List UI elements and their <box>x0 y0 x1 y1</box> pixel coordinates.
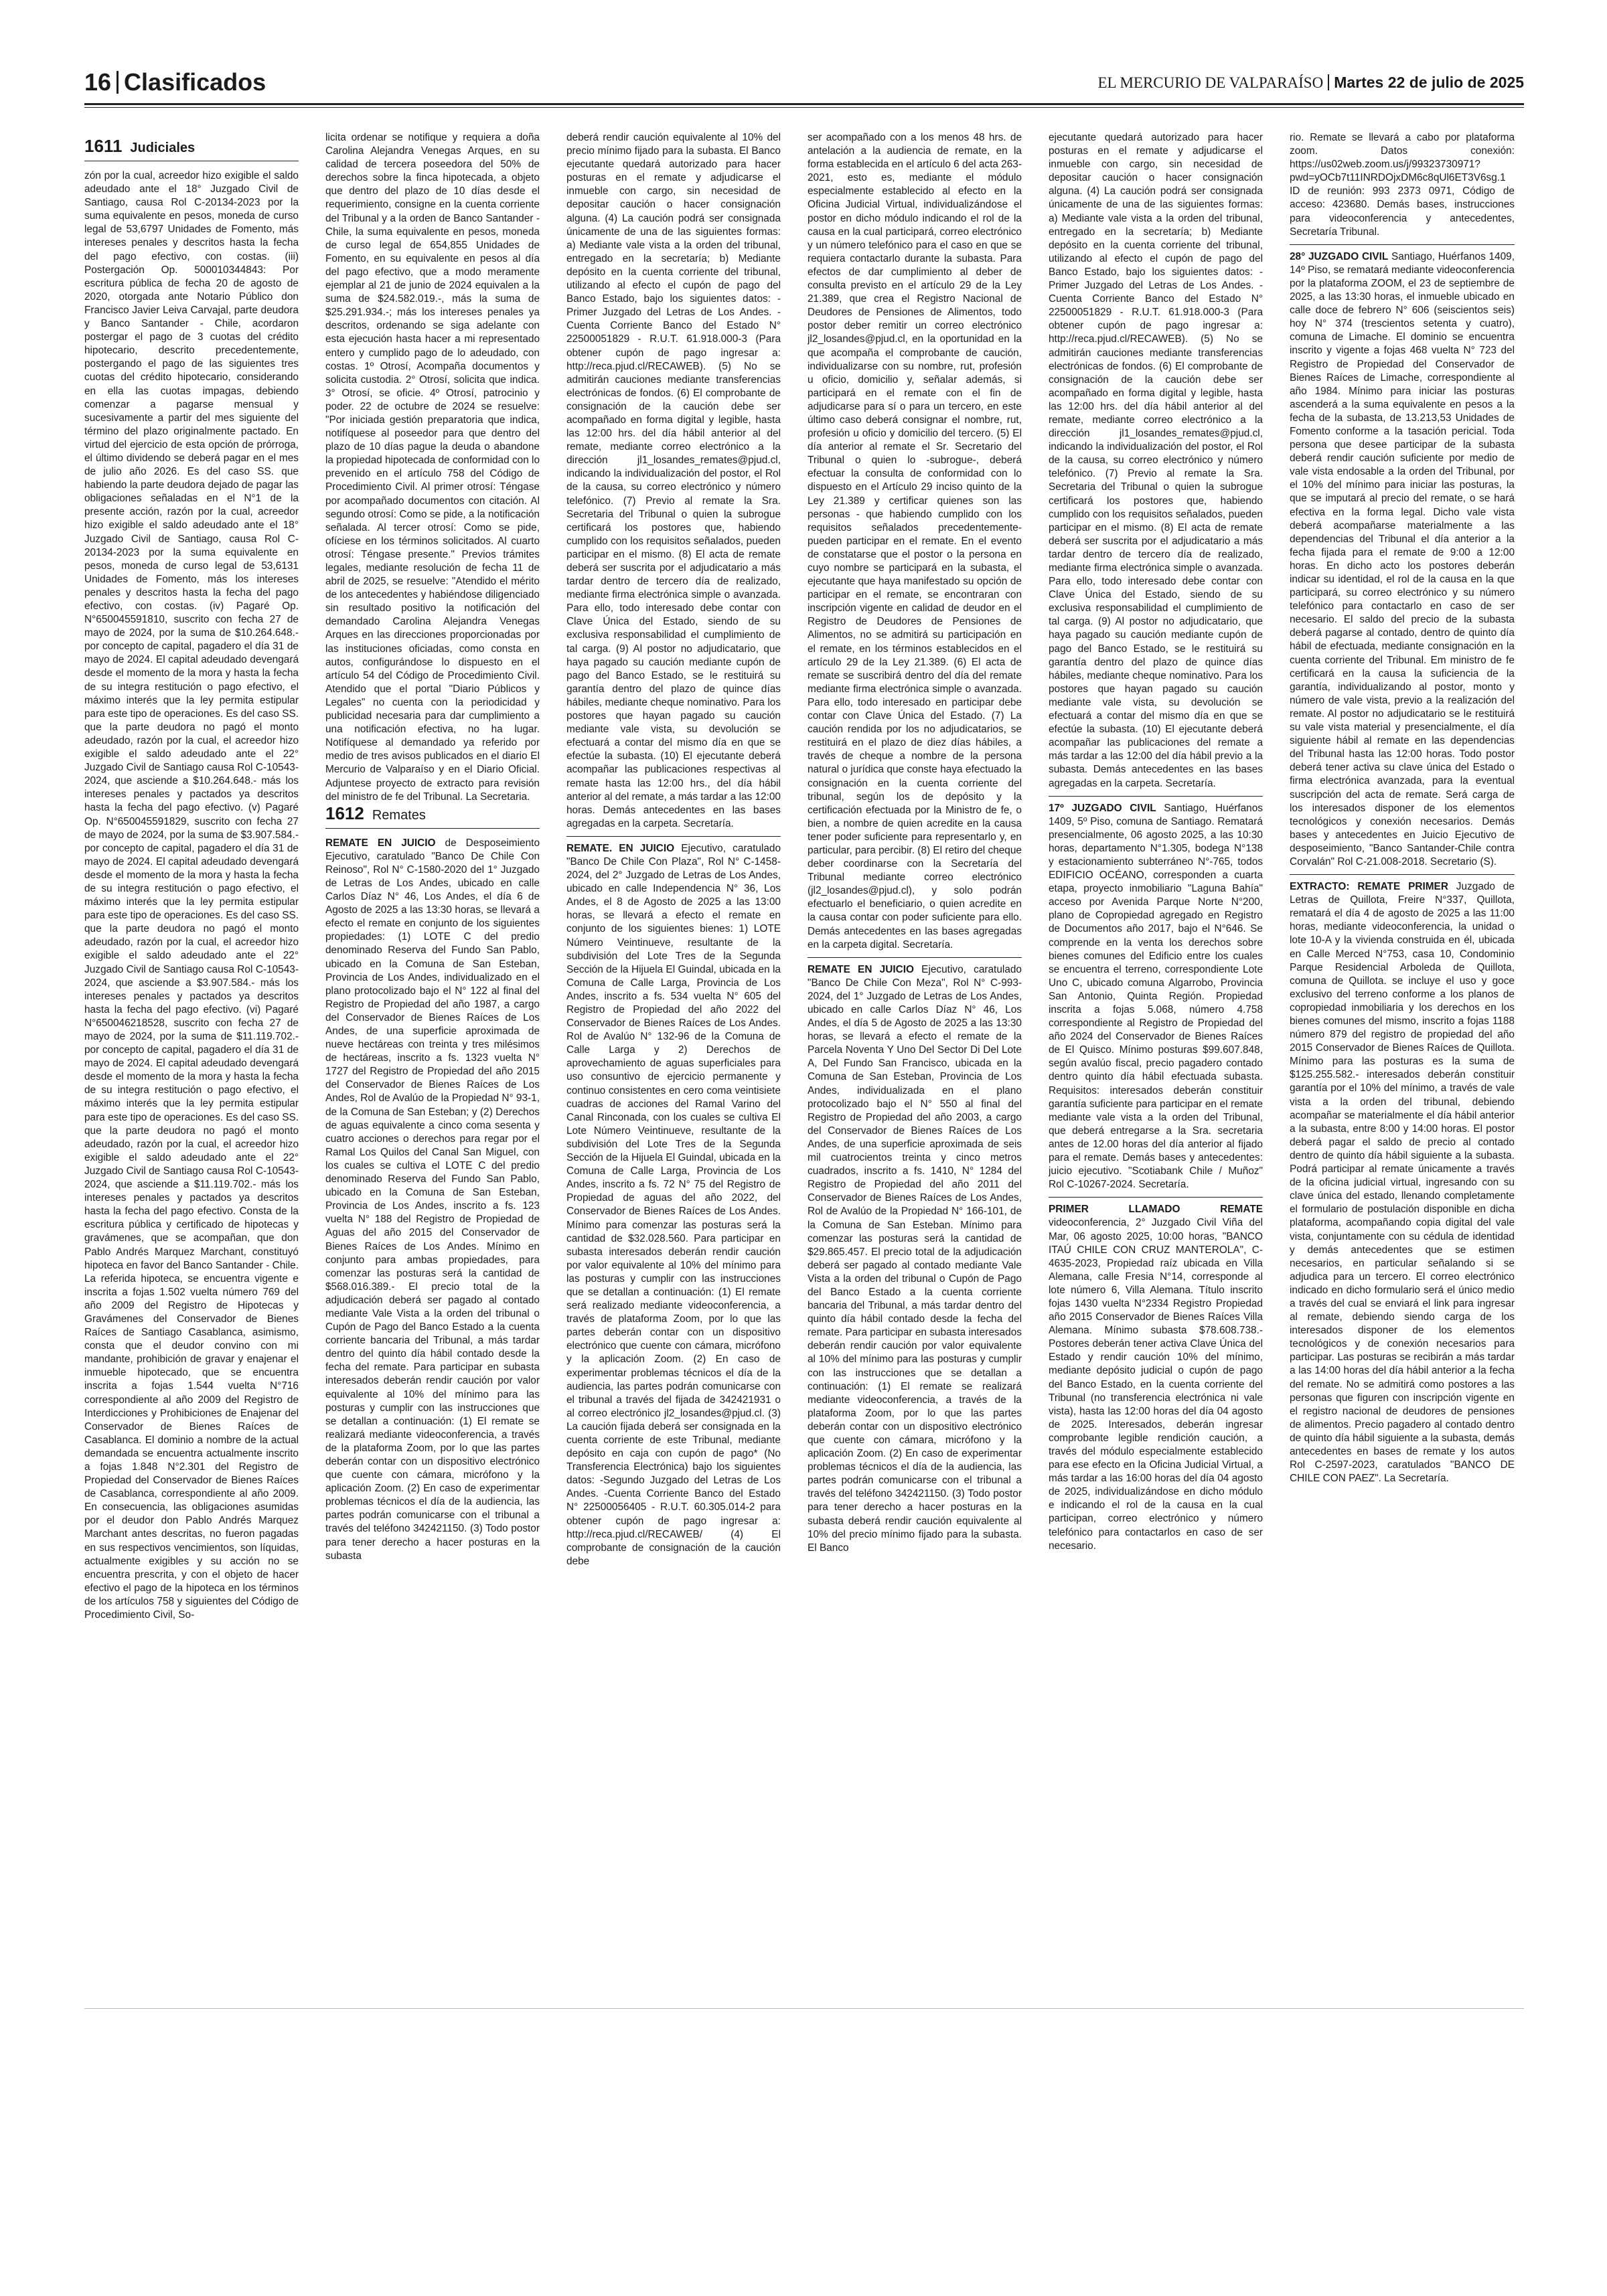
section-header-1612 <box>325 803 540 829</box>
notice-text: zón por la cual, acreedor hizo exigible el saldo adeudado ante el 18° Juzgado Civil de Santiago, causa Rol C-20134-2023 por la suma equivalente en pesos, moneda de curso legal de 53,6797 Unidades de Fomento, más intereses penales y descritos hasta la fecha del pago efectivo, con costas. (iii) Postergación Op. 500010344843: Por escritura pública de fecha 20 de agosto de 2020, otorgada ante Notario Público don Francisco Javier Leiva Carvajal, parte deudora y Banco Santander - Chile, acordaron postergar el pago de 3 cuotas del crédito hipotecario, descrito precedentemente, postergando el pago de las siguientes tres cuotas del crédito hipotecario, considerando en ella las cuotas impagas, debiendo comenzar a pagarse mensual y sucesivamente a partir del mes siguiente del término del plazo originalmente pactado. En virtud del ejercicio de esta opción de prórroga, el último dividendo se deberá pagar en el mes de julio año 2026. Es del caso SS. que habiendo la parte deudora dejado de pagar las obligaciones señaladas en el N°1 de la presente acción, razón por la cual, acreedor hizo exigible el saldo adeudado ante el 18° Juzgado Civil de Santiago, causa Rol C-20134-2023 por la suma equivalente en pesos, moneda de curso legal de 53,6131 Unidades de Fomento, más los intereses penales y descritos hasta la fecha del pago efectivo, con costas. (iv) Pagaré Op. N°650045591810, suscrito con fecha 27 de mayo de 2024, por la suma de $10.264.648.- por concepto de capital, pagadero el día 31 de mayo de 2024. El capital adeudado devengará desde el momento de la mora y hasta la fecha de su integra restitución o pago efectivo, el máximo interés que la ley permita estipular para este tipo de operaciones. Es del caso SS. que la parte deudora no pagó el monto adeudado, razón por la cual, el acreedor hizo exigible el saldo adeudado ante el 22° Juzgado Civil de Santiago causa Rol C-10543-2024, que asciende a $10.264.648.- más los intereses penales y pactados ya descritos hasta la fecha del pago efectivo. (v) Pagaré Op. N°650045591829, suscrito con fecha 27 de mayo de 2024, por la suma de $3.907.584.- por concepto de capital, pagadero el día 31 de mayo de 2024. El capital adeudado devengará desde el momento de la mora y hasta la fecha de su integra restitución o pago efectivo, el máximo interés que la ley permita estipular para este tipo de operaciones. Es del caso SS. que la parte deudora no pagó el monto adeudado, razón por la cual, el acreedor hizo exigible el saldo adeudado ante el 22° Juzgado Civil de Santiago causa Rol C-10543-2024, que asciende a $3.907.584.- más los intereses penales y pactados ya descritos hasta la fecha del pago efectivo. (vi) Pagaré N°650046218528, suscrito con fecha 27 de mayo de 2024, por la suma de $11.119.702.- por concepto de capital, pagadero el día 31 de mayo de 2024. El capital adeudado devengará desde el momento de la mora y hasta la fecha de su integra restitución o pago efectivo, el máximo interés que la ley permita estipular para este tipo de operaciones. Es del caso SS. que la parte deudora no pagó el monto adeudado, razón por la cual, el acreedor hizo exigible el saldo adeudado ante el 22° Juzgado Civil de Santiago causa Rol C-10543-2024, que asciende a $11.119.702.- más los intereses penales y pactados ya descritos hasta la fecha del pago efectivo. Consta de la escritura pública y certificado de hipotecas y gravámenes, que se acompañan, que don Pablo Andrés Marquez Marchant, constituyó hipoteca en favor del Banco Santander - Chile. La referida hipoteca, se encuentra vigente e inscrita a fojas 1.502 vuelta número 769 del año 2009 del Registro de Hipotecas y Gravámenes del Conservador de Bienes Raíces de Santiago Casablanca, asimismo, consta que el deudor convino con mi mandante, prohibición de gravar y enajenar el inmueble hipotecado, que se encuentra inscrita a fojas 1.544 vuelta N°716 correspondiente al año 2009 del Registro de Interdicciones y Prohibiciones de Enajenar del Conservador de Bienes Raíces de Casablanca. El dominio a nombre de la actual demandada se encuentra actualmente inscrito a fojas 1.848 N°2.301 del Registro de Propiedad del Conservador de Bienes Raíces de Casablanca, correspondiente al año 2009. En consecuencia, las obligaciones asumidas por el deudor don Pablo Andrés Marquez Marchant antes descritas, no fueron pagadas en sus respectivos vencimientos, son líquidas, actualmente exigibles y su acción no se encuentra prescrita, y con el objeto de hacer efectivo el pago de la hipoteca en los términos de los artículos 758 y siguientes del Código de Procedimiento Civil, So- <box>84 170 299 1621</box>
header-separator <box>117 71 119 94</box>
notice-divider <box>1049 1197 1263 1198</box>
column-2 <box>325 131 540 1932</box>
notice-heading: REMATE EN JUICIO <box>808 963 914 975</box>
page-header-left <box>84 67 266 98</box>
remate-notice <box>566 842 781 1568</box>
notice-heading: REMATE. EN JUICIO <box>566 842 675 854</box>
notice-divider <box>1049 796 1263 797</box>
column-1 <box>84 138 299 1943</box>
section-number: 1612 <box>325 803 364 823</box>
remate-notice <box>1049 1203 1263 1552</box>
notice-text: Santiago, Huérfanos 1409, 5º Piso, comuna de Santiago. Rematará presencialmente, 06 agosto 2025, a las 10:30 horas, departamento N°1.305, bodega N°138 y estacionamiento subterráneo N°-765, todos EDIFICIO OCÉANO, corresponden a cuarta etapa, proyecto inmobiliario "Laguna Bahía" acceso por Avenida Parque Norte N°200, plano de Copropiedad agregado en Registro de Documentos año 2017, bajo el N°646. Se comprende en la venta los derechos sobre bienes comunes del Edificio entre los cuales se encuentra el terreno, correspondiente Lote Uno C, ubicado comuna Algarrobo, Provincia San Antonio, Quinta Región. Propiedad inscrita a fojas 5.068, número 4.758 correspondiente al Registro de Propiedad del año 2024 del Conservador de Bienes Raíces de El Quisco. Mínimo posturas $99.607.848, según avalúo fiscal, precio pagadero contado dentro quinto día hábil efectuada subasta. Requisitos: interesados deberán constituir garantía suficiente para participar en el remate mediante vale vista a la orden del Tribunal, que deberá entregarse a la Sra. secretaria antes de 12.00 horas del día anterior al fijado para el remate. Demás bases y antecedentes: juicio ejecutivo. "Scotiabank Chile / Muñoz" Rol C-10267-2024. Secretaría. <box>1049 802 1263 1191</box>
notice-text: Santiago, Huérfanos 1409, 14º Piso, se rematará mediante videoconferencia por la plataforma ZOOM, el 23 de septiembre de 2025, a las 13:30 horas, el inmueble ubicado en calle doce de febrero N° 606 (seiscientos seis) hoy N° 374 (trescientos setenta y cuatro), comuna de Limache. El dominio se encuentra inscrito y vigente a fojas 468 vuelta N° 723 del Registro de Propiedad del Conservador de Bienes Raíces de Limache, correspondiente al año 1984. Mínimo para iniciar las posturas ascenderá a la suma equivalente en pesos a la fecha de la subasta, de 13.213,53 Unidades de Fomento conforme a la tasación pericial. Toda persona que desee participar de la subasta deberá rendir caución suficiente por medio de vale vista endosable a la orden del Tribunal, por el 10% del mínimo para iniciar las posturas, la que se imputará al precio del remate, o se hará efectiva en la forma legal. Dicho vale vista deberá acompañarse materialmente a las dependencias del Tribunal el día anterior a la fecha fijada para el remate de 9:00 a 12:00 horas. En dicho acto los postores deberán indicar su identidad, el rol de la causa en la que participará, su correo electrónico y su número telefónico para contactarlo en caso de ser necesario. El saldo del precio de la subasta deberá pagarse al contado, dentro de quinto día hábil de efectuada, mediante consignación en la cuenta corriente del Tribunal. Em ministro de fe certificará en la causa la suficiencia de la garantía, individualizando al postor, monto y número de vale vista, previo a la realización del remate. Al postor no adjudicatario se le restituirá su vale vista material y presencialmente, el día siguiente hábil al remate en las dependencias del Tribunal hasta las 12:00 horas. Todo postor deberá tener activa su clave única del Estado o firma electrónica avanzada, para la eventual suscripción del acta de remate. Será carga de los interesados disponer de los elementos tecnológicos y conexión necesarios. Demás bases y antecedentes en Juicio Ejecutivo de desposeimiento, "Banco Santander-Chile contra Corvalán" Rol C-21.008-2018. Secretario (S). <box>1290 250 1515 868</box>
notice-text: Ejecutivo, caratulado "Banco De Chile Con Plaza", Rol N° C-1458-2024, del 2° Juzgado de Letras de Los Andes, ubicado en calle Independencia N° 36, Los Andes, el 8 de Agosto de 2025 a las 13:00 horas, se llevará a efecto el remate en conjunto de los siguientes bienes: 1) LOTE Número Veintinueve, resultante de la subdivisión del Lote Tres de la Segunda Sección de la Hijuela El Guindal, ubicada en la Comuna de Calle Larga, Provincia de Los Andes, inscrito a fs. 534 vuelta N° 605 del Registro de Propiedad del año 2022 del Conservador de Bienes Raíces de Los Andes. Rol de Avalúo N° 132-96 de la Comuna de Calle Larga y 2) Derechos de aprovechamiento de aguas superficiales para uso consuntivo de ejercicio permanente y continuo consistentes en cero coma veintisiete cuadras de acciones del Ramal Varino del Canal Rinconada, con los cuales se cultiva El Lote Número Veintinueve, resultante de la subdivisión del Lote Tres de la Segunda Sección de la Hijuela El Guindal, ubicada en la Comuna de Calle Larga, Provincia de Los Andes, inscrito a fs. 72 N° 75 del Registro de Propiedad de aguas del año 2022, del Conservador de Bienes Raíces de Los Andes. Mínimo para comenzar las posturas será la cantidad de $32.028.560. Para participar en subasta interesados deberán rendir caución por valor equivalente al 10% del mínimo para las posturas y cumplir con las instrucciones que se detallan a continuación: (1) El remate será realizado mediante videoconferencia, a través de plataforma Zoom, por lo que las partes deberán contar con un dispositivo electrónico que cuente con cámara, micrófono y la aplicación Zoom. (2) En caso de experimentar problemas técnicos el día de la audiencia, las partes podrán comunicarse con el tribunal a través del fijada de 342421931 o al correo electrónico jl2_losandes@pjud.cl. (3) La caución fijada deberá ser consignada en la cuenta corriente de este Tribunal, mediante depósito en caja con cupón de pago* (No Transferencia Electrónica) bajo los siguientes datos: -Segundo Juzgado del Letras de Los Andes. -Cuenta Corriente Banco del Estado N° 22500056405 - R.U.T. 60.305.014-2 para obtener cupón de pago ingresar a: http://reca.pjud.cl/RECAWEB/ (4) El comprobante de consignación de la caución debe <box>566 842 781 1567</box>
section-header-1611 <box>84 139 299 161</box>
remate-notice <box>325 837 540 1563</box>
remate-notice <box>1290 880 1515 1485</box>
column-6 <box>1290 131 1515 1939</box>
notice-text: Ejecutivo, caratulado "Banco De Chile Con Meza", Rol N° C-993-2024, del 1° Juzgado de Letras de Los Andes, ubicado en calle Carlos Díaz N° 46, Los Andes, el día 5 de Agosto de 2025 a las 13:30 horas, se llevará a efecto el remate de la Parcela Noventa Y Uno Del Sector Di Del Lote A, Del Fundo San Francisco, ubicada en la Comuna de San Esteban, Provincia de Los Andes, individualizada en el plano protocolizado bajo el N° 550 al final del Registro de Propiedad del año 2003, a cargo del Conservador de Bienes Raíces de Los Andes, de una superficie aproximada de seis mil cuatrocientos treinta y cinco metros cuadrados, inscrito a fs. 1410, N° 1284 del Registro de Propiedad del año 2011 del Conservador de Bienes Raíces de Los Andes, Rol de Avalúo de la Propiedad N° 166-101, de la Comuna de San Esteban. Mínimo para comenzar las posturas será la cantidad de $29.865.457. El precio total de la adjudicación deberá ser pagado al contado mediante Vale Vista a la orden del tribunal o Cupón de Pago del Banco Estado a la cuenta corriente bancaria del Tribunal, a más tardar dentro del quinto día hábil contado desde la fecha del remate. Para participar en subasta interesados deberán rendir caución por valor equivalente al 10% del mínimo para las posturas y cumplir con las instrucciones que se detallan a continuación: (1) El remate se realizará mediante videoconferencia, a través de la plataforma Zoom, por lo que las partes deberán contar con un dispositivo electrónico que cuente con cámara, micrófono y la aplicación Zoom. (2) En caso de experimentar problemas técnicos el día de la audiencia, las partes podrán comunicarse con el tribunal a través del teléfono 342421150. (3) Todo postor para tener derecho a hacer posturas en la subasta deberá rendir caución equivalente al 10% del precio mínimo fijado para la subasta. El Banco <box>808 963 1022 1554</box>
notice-heading: PRIMER LLAMADO REMATE <box>1049 1204 1263 1216</box>
notice-divider <box>1290 874 1515 875</box>
notice-divider <box>1290 244 1515 245</box>
page-header <box>84 67 1524 100</box>
page-number: 16 <box>84 68 112 96</box>
notice-text: licita ordenar se notifique y requiera a doña Carolina Alejandra Venegas Arques, en su calidad de tercera poseedora del 50% de derechos sobre la finca hipotecada, a objeto que dentro del plazo de 10 días desde el requerimiento, consigne en la cuenta corriente del Tribunal y a la orden de Banco Santander - Chile, la suma equivalente en pesos, moneda de curso legal de 654,855 Unidades de Fomento, en su equivalente en pesos al día del pago efectivo, que a modo meramente ejemplar al 21 de junio de 2024 equivalen a la suma de $24.582.019.-, más la suma de $25.291.934.-; más los intereses penales ya descritos, ordenando se siga adelante con esta ejecución hasta hacer a mi representado entero y cumplido pago de lo adeudado, con costas. 1º Otrosí, Acompaña documentos y solicita custodia. 2° Otrosí, solicita que indica. 3° Otrosí, se oficie. 4º Otrosí, patrocinio y poder. 22 de octubre de 2024 se resuelve: "Por iniciada gestión preparatoria que indica, notifíquese al poseedor para que dentro del plazo de 10 días pague la deuda o abandone la propiedad hipotecada de conformidad con lo prevenido en el artículo 758 del Código de Procedimiento Civil. Al primer otrosí: Téngase por acompañado documentos con citación. Al segundo otrosí: Como se pide, a la notificación señalada. Al tercer otrosí: Como se pide, ofíciese en los términos solicitados. Al cuarto otrosí: Téngase presente." Previos trámites legales, mediante resolución de fecha 11 de abril de 2025, se resuelve: "Atendido el mérito de los antecedentes y habiéndose diligenciado sin resultado positivo la notificación del demandado Carolina Alejandra Venegas Arques en las direcciones proporcionadas por las instituciones oficiadas, como consta en autos, configurándose lo dispuesto en el artículo 54 del Código de Procedimiento Civil. Atendido que el portal "Diario Públicos y Legales" no cuenta con la periodicidad y publicidad necesaria para dar cumplimiento a una notificación efectiva, no ha lugar. Notifíquese al demandado ya referido por medio de tres avisos publicados en el diario El Mercurio de Valparaíso y en el Diario Oficial. Adjuntese proyecto de extracto para revisión del ministro de fe del Tribunal. La Secretaria. <box>325 132 540 803</box>
page-header-right <box>1097 71 1524 94</box>
column-3 <box>566 131 781 1939</box>
newspaper-name: EL MERCURIO DE VALPARAÍSO <box>1097 74 1324 91</box>
notice-heading: 17º JUZGADO CIVIL <box>1049 802 1156 814</box>
notice-text: Juzgado de Letras de Quillota, Freire N°337, Quillota, rematará el día 4 de agosto de 2025 a las 11:00 horas, mediante videoconferencia, la unidad o lote 10-A y la vivienda construida en él, ubicada en Calle Merced N°753, casa 10, Condominio Parque Residencial Arboleda de Quillota, comuna de Quillota. se incluye el uso y goce exclusivo del terreno conforme a los planos de copropiedad inmobiliaria y los derechos en los bienes comunes del mismo, inscrito a fojas 1188 número 879 del registro de propiedad del año 2015 Conservador de Bienes Raíces de Quillota. Mínimo para las posturas es la suma de $125.255.582.- interesados deberán constituir garantía por el 10% del mínimo, a través de vale vista a la orden del tribunal, debiendo acompañar se materialmente el día hábil anterior a la subasta, entre 8:00 y 14:00 horas. El postor deberá pagar el saldo de precio al contado dentro de quinto día hábil siguiente a la subasta. Podrá participar al remate únicamente a través de la oficina judicial virtual, ingresando con su clave única del estado, llenando completamente el formulario de postulación disponible en dicha plataforma, acompañando copia digital del vale vista, conjuntamente con su cédula de identidad y demás antecedentes que se estimen necesarios, en particular señalando si se adjudica para un tercero. El correo electrónico indicado en dicho formulario será el único medio a través del cual se enviará el link para ingresar al remate, debiendo siendo carga de los interesados disponer de los elementos tecnológicos y de conexión necesarios para participar. Las posturas se recibirán a más tardar a las 14:00 horas del día hábil anterior a la fecha del remate. No se admitirá como postores a las personas que figuren con inscripción vigente en el registro nacional de deudores de pensiones de alimentos. Precio pagadero al contado dentro de quinto día hábil siguiente a la subasta, demás antecedentes en bases de remate y los autos Rol C-2597-2023, caratulados "BANCO DE CHILE CON PAEZ". La Secretaría. <box>1290 881 1515 1485</box>
remate-notice <box>1290 250 1515 869</box>
section-label: Judiciales <box>130 141 196 155</box>
notice-heading: REMATE EN JUICIO <box>325 837 436 849</box>
notice-divider <box>566 836 781 837</box>
publication-date: Martes 22 de julio de 2025 <box>1334 74 1524 91</box>
header-separator <box>1328 74 1329 90</box>
header-rule-thin <box>84 107 1524 108</box>
notice-text: de Desposeimiento Ejecutivo, caratulado "Banco De Chile Con Reinoso", Rol N° C-1580-2020 del 1° Juzgado de Letras de Los Andes, ubicado en calle Carlos Díaz N° 46, Los Andes, el día 6 de Agosto de 2025 a las 13:30 horas, se llevará a efecto el remate en conjunto de los siguientes propiedades: (1) LOTE C del predio denominado Reserva del Fundo San Pablo, ubicado en la Comuna de San Esteban, Provincia de Los Andes, individualizado en el plano protocolizado bajo el N° 122 al final del Registro de Propiedad del año 1987, a cargo del Conservador de Bienes Raíces de Los Andes, de una superficie aproximada de nueve hectáreas con treinta y tres milésimos de hectáreas, inscrito a fs. 1323 vuelta N° 1727 del Registro de Propiedad del año 2015 del Conservador de Bienes Raíces de Los Andes, Rol de Avalúo de la Propiedad N° 93-1, de la Comuna de San Esteban; y (2) Derechos de aguas equivalente a cinco coma sesenta y cuatro acciones o derechos para regar por el Ramal Los Quilos del Canal San Miguel, con los cuales se cultiva el LOTE C del predio denominado Reserva del Fundo San Pablo, ubicado en la Comuna de San Esteban, Provincia de Los Andes, inscrito a fs. 123 vuelta N° 188 del Registro de Propiedad de Aguas del año 2015 del Conservador de Bienes Raíces de Los Andes. Mínimo en conjunto para ambas propiedades, para comenzar las posturas será la cantidad de $568.016.389.- El precio total de la adjudicación deberá ser pagado al contado mediante Vale Vista a la orden del tribunal o Cupón de Pago del Banco Estado a la cuenta corriente bancaria del Tribunal, a más tardar dentro del quinto día hábil contado desde la fecha del remate. Para participar en subasta interesados deberán rendir caución por valor equivalente al 10% del mínimo para las posturas y cumplir con las instrucciones que se detallan a continuación: (1) El remate se realizará mediante videoconferencia, a través de la plataforma Zoom, por lo que las partes deberán contar con un dispositivo electrónico que cuente con cámara, micrófono y la aplicación Zoom. (2) En caso de experimentar problemas técnicos el día de la audiencia, las partes podrán comunicarse con el tribunal a través del teléfono 342421150. (3) Todo postor para tener derecho a hacer posturas en la subasta <box>325 837 540 1562</box>
section-number: 1611 <box>84 138 123 156</box>
notice-text: rio. Remate se llevará a cabo por plataforma zoom. Datos conexión: https://us02web.zoom.us/j/99323730971?pwd=yOCb7t11INRDOjxDM6c8qUl6ET3V6sg.1 ID de reunión: 993 2373 0971, Código de acceso: 423680. Demás bases, instrucciones para videoconferencia y antecedentes, Secretaría Tribunal. <box>1290 132 1515 238</box>
notice-heading: EXTRACTO: REMATE PRIMER <box>1290 881 1448 893</box>
notice-text: deberá rendir caución equivalente al 10% del precio mínimo fijado para la subasta. El Banco ejecutante quedará autorizado para hacer posturas en el remate y adjudicarse el inmueble con cargo, sin necesidad de depositar caución o hacer consignación alguna. (4) La caución podrá ser consignada únicamente de una de las siguientes formas: a) Mediante vale vista a la orden del tribunal, entregado en la secretaría; b) Mediante depósito en la cuenta corriente del tribunal, utilizando al efecto el cupón de pago del Banco Estado, bajo los siguientes datos: -Primer Juzgado del Letras de Los Andes. -Cuenta Corriente Banco del Estado N° 22500051829 - R.U.T. 61.918.000-3 (Para obtener cupón de pago ingresar a: http://reca.pjud.cl/RECAWEB). (5) No se admitirán cauciones mediante transferencias electrónicas de fondos. (6) El comprobante de consignación de la caución debe ser acompañado en forma digital y legible, hasta las 12:00 hrs. del día hábil anterior al del remate, mediante correo electrónico a la dirección jl1_losandes_remates@pjud.cl, indicando la individualización del postor, el Rol de la causa, su correo electrónico y número telefónico. (7) Previo al remate la Sra. Secretaria del Tribunal o quien la subrogue certificará los postores que, habiendo cumplido con los requisitos señalados, pueden participar en el mismo. (8) El acta de remate deberá ser suscrita por el adjudicatario a más tardar dentro de tercero día de realizado, mediante firma electrónica simple o avanzada. Para ello, todo interesado debe contar con Clave Única del Estado, siendo de su exclusiva responsabilidad el cumplimiento de tal carga. (9) Al postor no adjudicatario, que haya pagado su caución mediante cupón de pago del Banco Estado, se le restituirá su garantía dentro del plazo de quince días hábiles, mediante cheque nominativo. Para los postores que hayan pagado su caución mediante vale vista, su devolución se efectuará a contar del mismo día en que se efectúe la subasta. (10) El ejecutante deberá acompañar las publicaciones respectivas al remate hasta las 12:00 hrs., del día hábil anterior al del remate, a más tardar a las 12:00 horas. Demás antecedentes en las bases agregadas en la carpeta. Secretaría. <box>566 132 781 829</box>
notice-divider <box>808 957 1022 958</box>
footer-rule <box>84 2008 1524 2009</box>
notice-text: ser acompañado con a los menos 48 hrs. de antelación a la audiencia de remate, en la forma establecida en el artículo 6 del acta 263-2021, esto es, mediante el módulo especialmente establecido al efecto en la Oficina Judicial Virtual, individualizándose el postor en dicho módulo indicando el rol de la causa en la cual participará, correo electrónico y un número telefónico para el caso en que se requiera contactarlo durante la subasta. Para efectos de dar cumplimiento al deber de consulta previsto en el artículo 29 de la Ley 21.389, que crea el Registro Nacional de Deudores de Pensiones de Alimentos, todo postor deber remitir un correo electrónico jl2_losandes@pjud.cl, en la oportunidad en la que acompaña el comprobante de caución, individualizarse con su nombre, rut, profesión u oficio, domicilio y, señalar además, si participará en el remate con el fin de adjudicarse para sí o para un tercero, en este último caso deberá consignar el nombre, rut, profesión u oficio y domicilio del tercero. (5) El día anterior al remate el Sr. Secretario del Tribunal o quien lo -subrogue-, deberá efectuar la consulta de conformidad con lo dispuesto en el Artículo 29 inciso quinto de la Ley 21.389 y certificar quienes son las personas - que habiendo cumplido con los requisitos señalados precedentemente- pueden participar en el remate. En el evento de constatarse que el postor o la persona en cuyo nombre se participará en la subasta, el ejecutante que haya manifestado su opción de participar en el remate, se encontraran con inscripción vigente en calidad de deudor en el Registro de Deudores de Pensiones de Alimentos, no se admitirá su participación en el remate, en los términos establecidos en el artículo 29 de la Ley 21.389. (6) El acta de remate se suscribirá dentro del día del remate mediante firma electrónica simple o avanzada. Para ello, todo interesado en participar debe contar con Clave Única del Estado. (7) La caución rendida por los no adjudicatarios, se restituirá en el plazo de diez días hábiles, a través de cheque a nombre de la persona natural o jurídica que conste haya efectuado la consignación en la cuenta corriente del tribunal, según los de depósito y la certificación efectuada por la Ministro de fe, o bien, a nombre de quien acredite en la causa tener poder suficiente para representarlo y, en particular, para percibir. (8) El retiro del cheque deber coordinarse con la Secretaría del Tribunal mediante correo electrónico (jl2_losandes@pjud.cl), y solo podrán efectuarlo el beneficiario, o quien acredite en la causa contar con poder suficiente para ello. Demás antecedentes en las bases agregadas en la carpeta digital. Secretaría. <box>808 132 1022 951</box>
remate-notice <box>1049 802 1263 1192</box>
column-4 <box>808 131 1022 1939</box>
column-5 <box>1049 131 1263 1939</box>
notice-heading: 28° JUZGADO CIVIL <box>1290 250 1389 262</box>
remate-notice <box>808 963 1022 1555</box>
section-title: Clasificados <box>124 68 266 96</box>
header-rule <box>84 103 1524 105</box>
notice-text: videoconferencia, 2° Juzgado Civil Viña del Mar, 06 agosto 2025, 10:00 horas, "BANCO ITAÚ CHILE CON CRUZ MANTEROLA", C-4635-2023, Propiedad raíz ubicada en Villa Alemana, calle Fresia N°14, corresponde al lote número 6, Villa Alemana. Título inscrito fojas 1430 vuelta N°2334 Registro Propiedad año 2015 Conservador de Bienes Raíces Villa Alemana. Mínimo subasta $78.608.738.- Postores deberán tener activa Clave Única del Estado y rendir caución 10% del mínimo, mediante depósito judicial o cupón de pago del Banco Estado, en la cuenta corriente del Tribunal (no transferencia electrónica ni vale vista), hasta las 12:00 horas del día 04 agosto de 2025. Interesados, deberán ingresar comprobante legible rendición caución, a través del módulo especialmente establecido para ese efecto en la Oficina Judicial Virtual, a más tardar a las 16:00 horas del día 04 agosto de 2025, individualizándose en dicho módulo e indicando el rol de la causa en la cual participan, correo electrónico y número telefónico para contactarlos en caso de ser necesario. <box>1049 1217 1263 1552</box>
section-label: Remates <box>372 807 426 823</box>
notice-text: ejecutante quedará autorizado para hacer posturas en el remate y adjudicarse el inmueble con cargo, sin necesidad de depositar caución o hacer consignación alguna. (4) La caución podrá ser consignada únicamente de una de las siguientes formas: a) Mediante vale vista a la orden del tribunal, entregado en la secretaría; b) Mediante depósito en la cuenta corriente del tribunal, utilizando al efecto el cupón de pago del Banco Estado, bajo los siguientes datos: -Primer Juzgado del Letras de Los Andes. -Cuenta Corriente Banco del Estado N° 22500051829 - R.U.T. 61.918.000-3 (Para obtener cupón de pago ingresar a: http://reca.pjud.cl/RECAWEB). (5) No se admitirán cauciones mediante transferencias electrónicas de fondos. (6) El comprobante de consignación de la caución debe ser acompañado en forma digital y legible, hasta las 12:00 hrs. del día hábil anterior al del remate, mediante correo electrónico a la dirección jl1_losandes_remates@pjud.cl, indicando la individualización del postor, el Rol de la causa, su correo electrónico y número telefónico. (7) Previo al remate la Sra. Secretaria del Tribunal o quien la subrogue certificará los postores que, habiendo cumplido con los requisitos señalados, pueden participar en el mismo. (8) El acta de remate deberá ser suscrita por el adjudicatario a más tardar dentro de tercero día de realizado, mediante firma electrónica simple o avanzada. Para ello, todo interesado debe contar con Clave Única del Estado, siendo de su exclusiva responsabilidad el cumplimiento de tal carga. (9) Al postor no adjudicatario, que haya pagado su caución mediante cupón de pago del Banco Estado, se le restituirá su garantía dentro del plazo de quince días hábiles, mediante cheque nominativo. Para los postores que hayan pagado su caución mediante vale vista, su devolución se efectuará a contar del mismo día en que se efectúe la subasta. (10) El ejecutante deberá acompañar las publicaciones del remate a más tardar a las 12:00 del día hábil previo a la subasta. Demás antecedentes en las bases agregadas en la carpeta. Secretaría. <box>1049 132 1263 789</box>
